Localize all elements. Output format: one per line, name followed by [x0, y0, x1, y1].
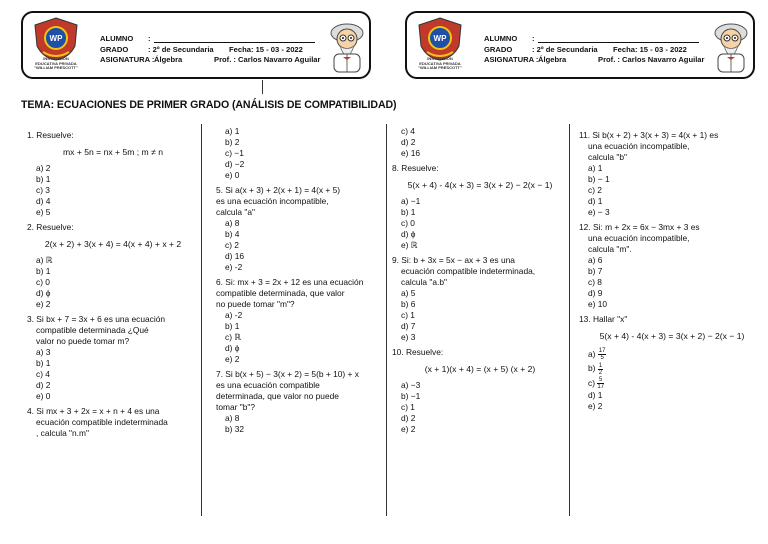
question-text: 13. Hallar "x" [579, 314, 628, 324]
equation: 5(x + 4) - 4(x + 3) = 3(x + 2) − 2(x − 1) [599, 331, 745, 341]
worksheet-title: TEMA: ECUACIONES DE PRIMER GRADO (ANÁLISIS DE COMPATIBILIDAD) [21, 99, 397, 111]
answer-option: a) 1 [588, 163, 603, 173]
answer-option: b) −1 [401, 391, 421, 401]
question-text: 5. Si a(x + 3) + 2(x + 1) = 4(x + 5) [216, 185, 341, 195]
exercise-column-3 [392, 126, 568, 435]
answer-option: d) ϕ [36, 288, 51, 298]
answer-option: e) 0 [225, 170, 240, 180]
exercise-column-2 [216, 126, 384, 435]
question-text: ecuación compatible indeterminada, [401, 266, 536, 276]
answer-option: b) 7 [588, 266, 603, 276]
answer-option: b) 2 [225, 137, 240, 147]
question-text: 10. Resuelve: [392, 347, 444, 357]
answer-option: d) 1 [588, 196, 603, 206]
question-text: 1. Resuelve: [27, 130, 74, 140]
answer-option: d) 4 [36, 196, 51, 206]
answer-option: a) ℝ [36, 255, 53, 265]
answer-option: c) 1 [401, 402, 415, 412]
question-text: valor no puede tomar m? [36, 336, 130, 346]
answer-option: c) 3 [36, 185, 50, 195]
alumno-name-line[interactable] [538, 42, 699, 43]
answer-option: e) 2 [36, 299, 51, 309]
asignatura-label: ASIGNATURA : [100, 55, 155, 64]
svg-text:WP: WP [49, 34, 63, 43]
option-letter: b) [588, 363, 598, 374]
answer-option: b) 1 [36, 174, 51, 184]
answer-option: b) 1 [36, 358, 51, 368]
grado-label: GRADO [484, 45, 513, 54]
alumno-label: ALUMNO [100, 34, 134, 43]
answer-option: b) 1 [401, 207, 416, 217]
question-text: una ecuación incompatible, [588, 141, 690, 151]
fraction-denominator: 17 [597, 383, 604, 390]
answer-option: e) 16 [401, 148, 421, 158]
question-text: calcula "a.b" [401, 277, 447, 287]
answer-option: d) 9 [588, 288, 603, 298]
option-letter: c) [588, 377, 598, 388]
question-text: 11. Si b(x + 2) + 3(x + 3) = 4(x + 1) es [579, 130, 719, 140]
question-text: determinada, que valor no puede [216, 391, 339, 401]
answer-option: d) 2 [401, 137, 416, 147]
answer-option: b) 6 [401, 299, 416, 309]
answer-option: e) -2 [225, 262, 243, 272]
exercise-column-4 [579, 126, 765, 412]
question-text: compatible determinada ¿Qué [36, 325, 149, 335]
fecha-text: Fecha: 15 - 03 - 2022 [613, 45, 687, 54]
fraction-numerator: 17 [598, 348, 606, 355]
professor-mascot-icon [710, 19, 752, 75]
professor-text: Prof. : Carlos Navarro Aguilar [214, 55, 321, 64]
question-text: una ecuación incompatible, [588, 233, 690, 243]
answer-option: c) 4 [401, 126, 415, 136]
answer-option: d) 7 [401, 321, 416, 331]
fraction-numerator: 5 [598, 376, 603, 383]
answer-option: d) −2 [225, 159, 245, 169]
answer-option: d) 2 [36, 380, 51, 390]
fraction [597, 377, 604, 390]
answer-option [579, 376, 765, 390]
answer-option: e) 2 [588, 400, 603, 411]
alumno-colon: : [148, 34, 151, 43]
question-text: 9. Si: b + 3x = 5x − ax + 3 es una [392, 255, 515, 265]
answer-option: c) 0 [401, 218, 415, 228]
answer-option: e) 5 [36, 207, 51, 217]
answer-option: e) 2 [225, 354, 240, 364]
answer-option: c) 0 [36, 277, 50, 287]
professor-text: Prof. : Carlos Navarro Aguilar [598, 55, 705, 64]
answer-option: a) 8 [225, 218, 240, 228]
question-text: 6. Si: mx + 3 = 2x + 12 es una ecuación [216, 277, 364, 287]
fraction-denominator: 5 [600, 355, 604, 362]
answer-option: a) −3 [401, 380, 421, 390]
answer-option: a) 5 [401, 288, 416, 298]
answer-option: a) 3 [36, 347, 51, 357]
question-text: 12. Si: m + 2x = 6x − 3mx + 3 es [579, 222, 700, 232]
answer-option: b) 1 [36, 266, 51, 276]
answer-option: e) ℝ [401, 240, 418, 250]
answer-option: a) 2 [36, 163, 51, 173]
fraction-denominator: 2 [598, 369, 603, 376]
answer-option: c) 2 [588, 185, 602, 195]
grado-value: : 2º de Secundaria [532, 45, 598, 54]
alumno-name-line[interactable] [154, 42, 315, 43]
question-text: 4. Si mx + 3 + 2x = x + n + 4 es una [27, 406, 160, 416]
grado-label: GRADO [100, 45, 129, 54]
asignatura-value: Álgebra [154, 55, 183, 64]
equation: (x + 1)(x + 4) = (x + 5) (x + 2) [424, 364, 536, 374]
answer-option: d) 2 [401, 413, 416, 423]
answer-option [579, 361, 765, 375]
asignatura-label: ASIGNATURA : [484, 55, 539, 64]
question-text: 2. Resuelve: [27, 222, 74, 232]
header-box-right [405, 11, 755, 79]
answer-option: e) − 3 [588, 207, 610, 217]
answer-option: e) 0 [36, 391, 51, 401]
answer-option: e) 2 [401, 424, 416, 434]
fraction [598, 363, 603, 376]
equation: mx + 5n = nx + 5m ; m ≠ n [62, 147, 163, 157]
exercise-column-1 [27, 126, 199, 439]
alumno-colon: : [532, 34, 535, 43]
question-text: calcula "m". [588, 244, 632, 254]
answer-option: a) 6 [588, 255, 603, 265]
question-text: es una ecuación incompatible, [216, 196, 329, 206]
question-text: no puede tomar "m"? [216, 299, 295, 309]
institution-name: INSTITUCIÓN EDUCATIVA PRIVADA "WILLIAM PRESCOTT" [418, 56, 462, 71]
question-text: tomar "b"? [216, 402, 255, 412]
column-divider [569, 124, 570, 516]
equation: 5(x + 4) - 4(x + 3) = 3(x + 2) − 2(x − 1) [407, 180, 553, 190]
fecha-text: Fecha: 15 - 03 - 2022 [229, 45, 303, 54]
answer-option: c) 8 [588, 277, 602, 287]
answer-option: a) −1 [401, 196, 421, 206]
answer-option: c) ℝ [225, 332, 241, 342]
answer-option: e) 10 [588, 299, 608, 309]
alumno-label: ALUMNO [484, 34, 518, 43]
question-text: 3. Si bx + 7 = 3x + 6 es una ecuación [27, 314, 166, 324]
equation: 2(x + 2) + 3(x + 4) = 4(x + 4) + x + 2 [44, 239, 182, 249]
professor-mascot-icon [326, 19, 368, 75]
asignatura-value: Álgebra [538, 55, 567, 64]
question-text: 7. Si b(x + 5) − 3(x + 2) = 5(b + 10) + x [216, 369, 359, 379]
answer-option: c) 1 [401, 310, 415, 320]
column-divider [201, 124, 202, 516]
question-text: , calcula "n.m" [36, 428, 89, 438]
answer-option: b) 1 [225, 321, 240, 331]
answer-option: b) − 1 [588, 174, 610, 184]
answer-option: c) −1 [225, 148, 244, 158]
answer-option: d) 1 [588, 389, 603, 400]
header-connector-line [262, 80, 263, 94]
answer-option: a) 8 [225, 413, 240, 423]
answer-option: d) 16 [225, 251, 245, 261]
column-divider [386, 124, 387, 516]
header-box-left [21, 11, 371, 79]
answer-option: e) 3 [401, 332, 416, 342]
question-text: es una ecuación compatible [216, 380, 320, 390]
answer-option: b) 32 [225, 424, 245, 434]
answer-option: d) ϕ [225, 343, 240, 353]
question-text: compatible determinada, que valor [216, 288, 345, 298]
question-text: calcula "b" [588, 152, 628, 162]
answer-option: d) ϕ [401, 229, 416, 239]
answer-option: a) -2 [225, 310, 243, 320]
answer-option: c) 4 [36, 369, 50, 379]
option-letter: a) [588, 349, 598, 359]
grado-value: : 2º de Secundaria [148, 45, 214, 54]
fraction-numerator: 1 [598, 362, 603, 369]
institution-name: INSTITUCIÓN EDUCATIVA PRIVADA "WILLIAM PRESCOTT" [34, 56, 78, 71]
answer-option: c) 2 [225, 240, 239, 250]
fraction [598, 348, 607, 361]
question-text: ecuación compatible indeterminada [36, 417, 168, 427]
question-text: calcula "a" [216, 207, 256, 217]
answer-option: a) 1 [225, 126, 240, 136]
svg-text:WP: WP [433, 34, 447, 43]
question-text: 8. Resuelve: [392, 163, 439, 173]
answer-option [579, 347, 765, 361]
answer-option: b) 4 [225, 229, 240, 239]
